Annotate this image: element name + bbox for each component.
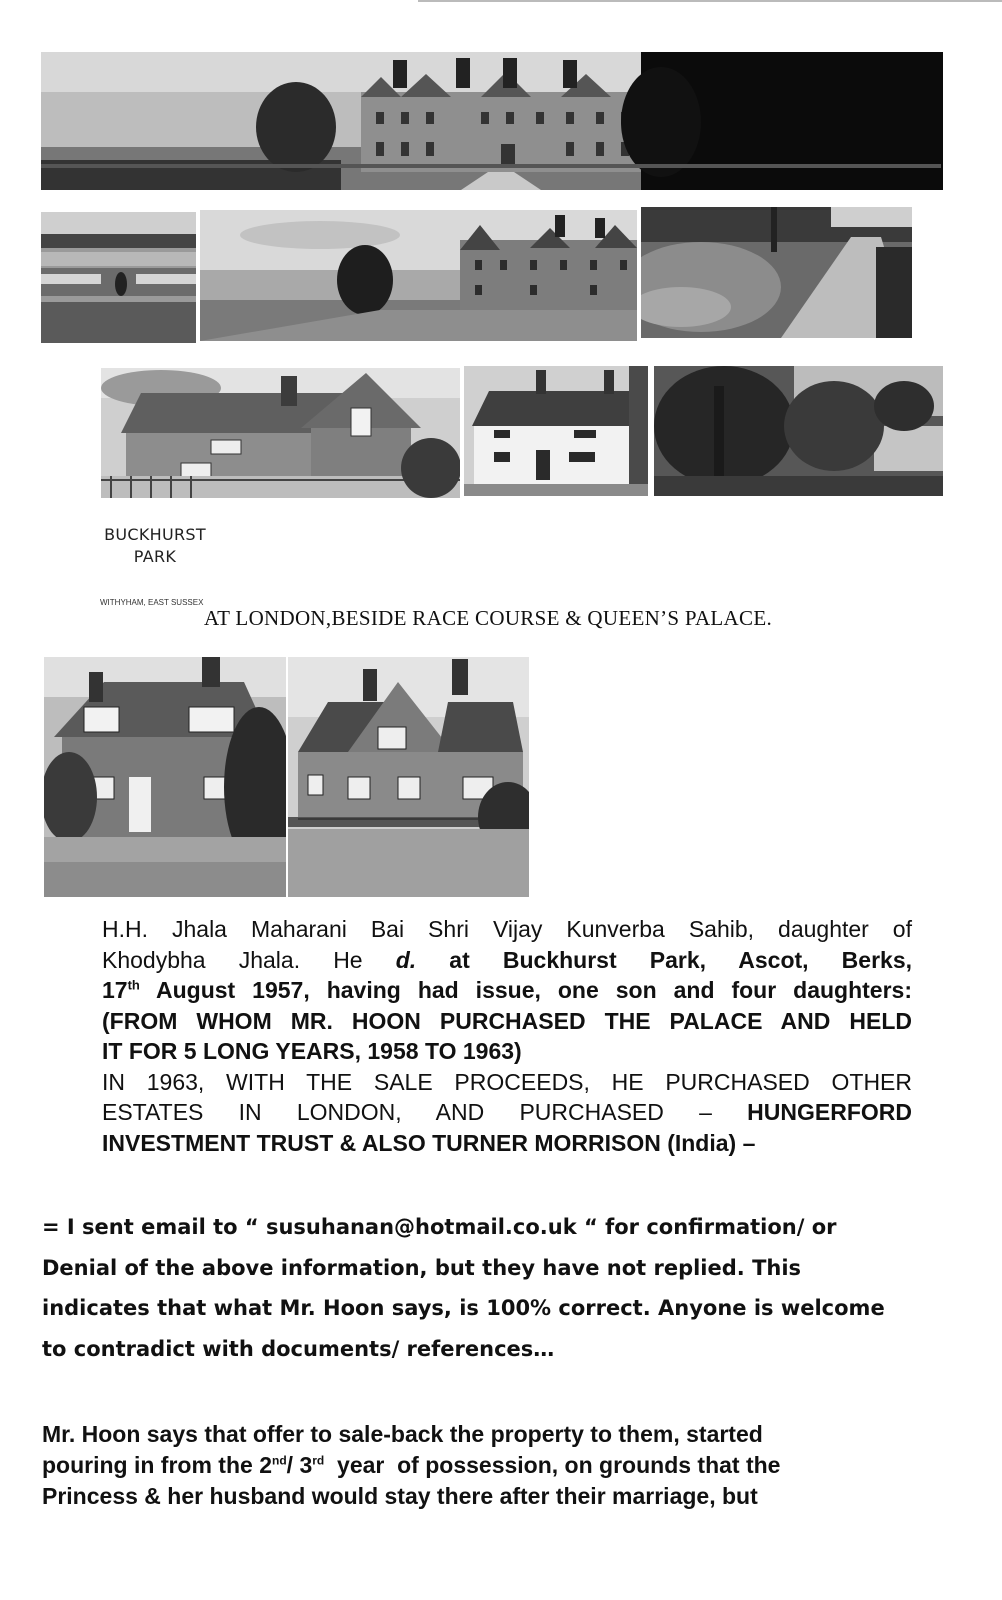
closing-line2b: / 3: [286, 1452, 313, 1478]
caption-title-line1: BUCKHURST: [104, 525, 206, 544]
photo-cottage-tudor: [101, 368, 460, 498]
bio-line: [102, 914, 912, 945]
email-line2: Denial of the above information, but they have not replied. This: [42, 1255, 802, 1280]
bio-line3b: August 1957, having had issue, one son and four daughters:: [139, 977, 912, 1003]
closing-line2c: year of possession, on grounds that the: [324, 1452, 781, 1478]
bio-line: [102, 1128, 912, 1159]
photo-mansion-panorama: [41, 52, 943, 190]
photo-garden-path: [641, 207, 912, 338]
bio-line2c: at Buckhurst Park, Ascot, Berks,: [416, 946, 913, 973]
caption-subtitle: WITHYHAM, EAST SUSSEX: [100, 598, 204, 607]
bio-line8: INVESTMENT TRUST & ALSO TURNER MORRISON (India) –: [102, 1129, 756, 1156]
bio-line6: IN 1963, WITH THE SALE PROCEEDS, HE PURCHASED OTHER: [102, 1068, 912, 1095]
bio-line: [102, 1036, 912, 1067]
bio-line: [102, 1067, 912, 1098]
photo-cottage-gable: [288, 657, 529, 897]
scan-edge-line: [418, 0, 1002, 2]
caption-title-line2: PARK: [133, 547, 177, 566]
email-line1: = I sent email to “ susuhanan@hotmail.co.uk “ for confirmation/ or: [42, 1215, 837, 1239]
biography-block: [102, 914, 912, 1158]
bio-line7b: HUNGERFORD: [747, 1099, 912, 1125]
closing-sup-nd: nd: [272, 1453, 287, 1468]
closing-paragraph: [42, 1419, 922, 1512]
caption-title: [100, 524, 210, 568]
bio-line2a: Khodybha Jhala. He: [102, 946, 396, 973]
bio-line: [102, 975, 912, 1006]
bio-line: [102, 1006, 912, 1037]
email-line4: to contradict with documents/ references…: [42, 1336, 555, 1361]
closing-line2: [42, 1450, 922, 1481]
email-line3: indicates that what Mr. Hoon says, is 100% correct. Anyone is welcome: [42, 1296, 885, 1320]
closing-line3: Princess & her husband would stay there after their marriage, but: [42, 1483, 758, 1509]
photo-trees-house: [654, 366, 943, 496]
photo-white-farmhouse: [464, 366, 648, 496]
bio-line: [102, 1097, 912, 1128]
photo-garden-fountain: [41, 212, 196, 343]
bio-line4: (FROM WHOM MR. HOON PURCHASED THE PALACE AND HELD: [102, 1007, 912, 1034]
closing-sup-rd: rd: [312, 1453, 325, 1468]
headline: AT LONDON,BESIDE RACE COURSE & QUEEN’S PALACE.: [204, 606, 773, 630]
bio-line7a: ESTATES IN LONDON, AND PURCHASED –: [102, 1099, 748, 1125]
bio-line3a: 17: [102, 977, 128, 1003]
photo-mansion-lawn: [200, 210, 637, 341]
bio-line5: IT FOR 5 LONG YEARS, 1958 TO 1963): [102, 1038, 522, 1064]
closing-line1: Mr. Hoon says that offer to sale-back the property to them, started: [42, 1421, 763, 1447]
photo-cottage-front: [44, 657, 286, 897]
bio-line: [102, 945, 912, 976]
bio-line1: H.H. Jhala Maharani Bai Shri Vijay Kunverba Sahib, daughter of: [102, 916, 912, 942]
closing-line2a: pouring in from the 2: [42, 1452, 272, 1478]
email-note: [42, 1207, 922, 1369]
bio-line3-sup: th: [127, 977, 140, 993]
bio-died-abbrev: d.: [395, 946, 417, 973]
